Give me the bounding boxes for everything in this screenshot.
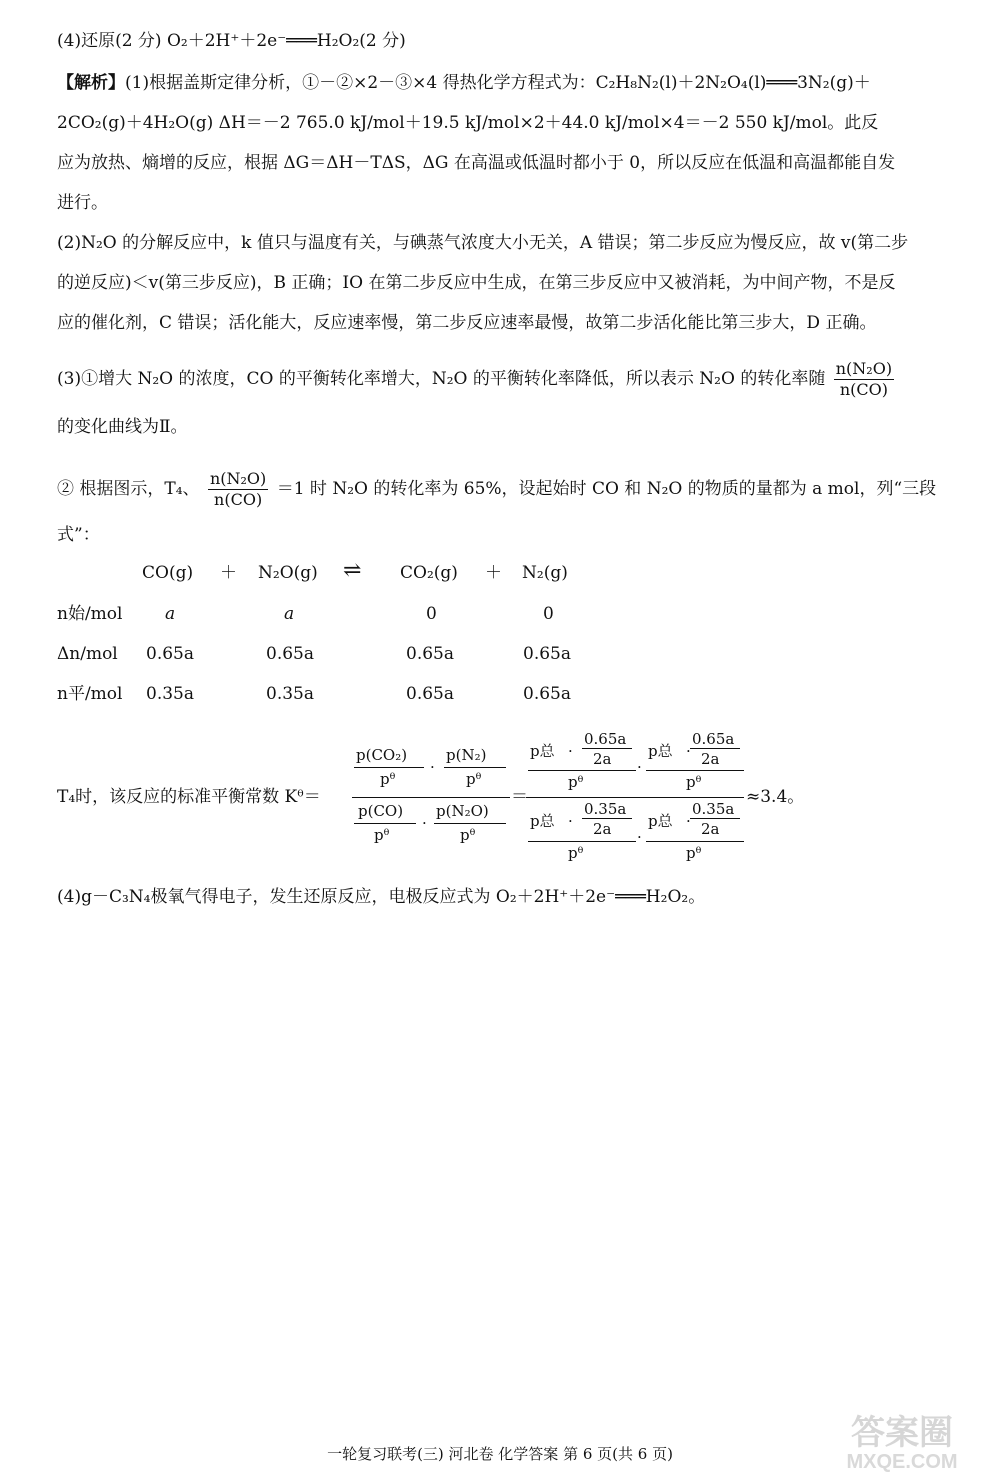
equilibrium-arrow-icon: ⇌ [343, 558, 362, 583]
kc-result: ≈3.4。 [746, 787, 805, 807]
dot-4: · [637, 758, 642, 776]
p-co-label: p(CO) [358, 802, 404, 820]
equals-sign: ＝ [511, 787, 528, 807]
cell-initial-n2o: a [284, 604, 295, 624]
table-header-plus-2: ＋ [485, 563, 502, 583]
kc-right-fraction-bar [526, 797, 744, 798]
inner-bar-4 [690, 818, 740, 819]
dot-2: · [422, 814, 427, 832]
inner-bar-1 [582, 748, 632, 749]
part3-line-4: 式”： [57, 525, 100, 545]
analysis-line-4: 进行。 [57, 193, 108, 213]
cell-change-co2: 0.65a [406, 644, 454, 664]
p-total-2: p总 [648, 742, 673, 760]
dot-1: · [430, 758, 435, 776]
analysis-line-2: 2CO₂(g)＋4H₂O(g) ΔH＝－2 765.0 kJ/mol＋19.5 kJ/mol×2＋44.0 kJ/mol×4＝－2 550 kJ/mol。此反 [57, 113, 879, 133]
p-theta-3: pᶿ [374, 826, 390, 844]
watermark-bottom-text: MXQE.COM [846, 1451, 958, 1472]
p-theta-5: pᶿ [568, 773, 584, 791]
cell-change-n2o: 0.65a [266, 644, 314, 664]
page-footer: 一轮复习联考(三) 河北卷 化学答案 第 6 页(共 6 页) [327, 1445, 673, 1463]
part3-text: (3)①增大 N₂O 的浓度，CO 的平衡转化率增大，N₂O 的平衡转化率降低，所以表示 N₂O 的转化率随 [57, 369, 826, 389]
p-theta-6: pᶿ [686, 773, 702, 791]
part3-text-a: ② 根据图示，T₄、 [57, 479, 200, 499]
part3-line-3 [57, 470, 936, 509]
watermark-logo [822, 1410, 982, 1472]
part2-line-3: 应的催化剂，C 错误；活化能大，反应速率慢，第二步反应速率最慢，故第二步活化能比第三步大，D 正确。 [57, 313, 877, 333]
p-total-1: p总 [530, 742, 555, 760]
two-a-2: 2a [701, 750, 720, 768]
cell-initial-co: a [165, 604, 176, 624]
ratio-denominator-2: n(CO) [214, 490, 263, 509]
p-co2-label: p(CO₂) [356, 746, 408, 764]
cell-change-n2: 0.65a [523, 644, 571, 664]
term-bar-3 [528, 841, 636, 842]
kc-main-fraction-bar [352, 797, 510, 798]
value-035-2: 0.35a [692, 800, 735, 818]
ratio-numerator: n(N₂O) [835, 359, 893, 378]
analysis-line-3: 应为放热、熵增的反应，根据 ΔG＝ΔH－TΔS，ΔG 在高温或低温时都小于 0，所以反应在低温和高温都能自发 [57, 153, 896, 173]
p-n2o-label: p(N₂O) [436, 802, 489, 820]
table-header-co: CO(g) [142, 563, 194, 583]
cell-change-co: 0.65a [146, 644, 194, 664]
row-label-change: Δn/mol [57, 644, 118, 664]
p-co-bar [354, 823, 416, 824]
dot-6: · [568, 812, 573, 830]
p-co2-bar [354, 767, 424, 768]
part3-line-2: 的变化曲线为Ⅱ。 [57, 417, 188, 437]
table-header-n2: N₂(g) [522, 563, 568, 583]
p-theta-7: pᶿ [568, 844, 584, 862]
p-theta-2: pᶿ [466, 770, 482, 788]
p-n2-label: p(N₂) [446, 746, 487, 764]
table-header-plus-1: ＋ [220, 563, 237, 583]
part4-line: (4)g－C₃N₄极氧气得电子，发生还原反应，电极反应式为 O₂＋2H⁺＋2e⁻═══H₂O₂。 [57, 887, 706, 907]
value-065-1: 0.65a [584, 730, 627, 748]
cell-initial-n2: 0 [543, 604, 554, 624]
ratio-fraction [834, 360, 894, 399]
p-theta-8: pᶿ [686, 844, 702, 862]
ratio-fraction-2 [208, 470, 268, 509]
p-theta-1: pᶿ [380, 770, 396, 788]
two-a-4: 2a [701, 820, 720, 838]
part2-line-1: (2)N₂O 的分解反应中，k 值只与温度有关，与碘蒸气浓度大小无关，A 错误；第二步反应为慢反应，故 v(第二步 [57, 233, 909, 253]
dot-5: · [686, 742, 691, 760]
part3-line-1 [57, 360, 897, 399]
answer-line-4: (4)还原(2 分) O₂＋2H⁺＋2e⁻═══H₂O₂(2 分) [57, 31, 406, 51]
row-label-initial: n始/mol [57, 604, 123, 624]
table-header-co2: CO₂(g) [400, 563, 458, 583]
inner-bar-2 [690, 748, 740, 749]
cell-eq-n2: 0.65a [523, 684, 571, 704]
cell-initial-co2: 0 [426, 604, 437, 624]
two-a-1: 2a [593, 750, 612, 768]
part2-line-2: 的逆反应)＜v(第三步反应)，B 正确；IO 在第二步反应中生成，在第三步反应中又被消耗，为中间产物，不是反 [57, 273, 896, 293]
p-theta-4: pᶿ [460, 826, 476, 844]
ratio-denominator: n(CO) [839, 380, 888, 399]
p-total-4: p总 [648, 812, 673, 830]
analysis-line-1 [57, 72, 871, 94]
cell-eq-n2o: 0.35a [266, 684, 314, 704]
ratio-numerator-2: n(N₂O) [209, 469, 267, 488]
dot-3: · [568, 742, 573, 760]
p-n2o-bar [434, 823, 506, 824]
row-label-equilibrium: n平/mol [57, 684, 123, 704]
table-header-n2o: N₂O(g) [258, 563, 318, 583]
p-total-3: p总 [530, 812, 555, 830]
analysis-text-1: (1)根据盖斯定律分析，①－②×2－③×4 得热化学方程式为：C₂H₈N₂(l)＋2N₂O₄(l)═══3N₂(g)＋ [125, 73, 871, 93]
term-bar-4 [646, 841, 744, 842]
term-bar-1 [528, 770, 636, 771]
value-035-1: 0.35a [584, 800, 627, 818]
part3-text-b: ＝1 时 N₂O 的转化率为 65%，设起始时 CO 和 N₂O 的物质的量都为 a mol，列“三段 [276, 479, 937, 499]
term-bar-2 [646, 770, 744, 771]
kc-lead-text: T₄时，该反应的标准平衡常数 Kᶿ＝ [57, 787, 321, 807]
dot-8: · [686, 812, 691, 830]
cell-eq-co2: 0.65a [406, 684, 454, 704]
dot-7: · [637, 828, 642, 846]
two-a-3: 2a [593, 820, 612, 838]
value-065-2: 0.65a [692, 730, 735, 748]
inner-bar-3 [582, 818, 632, 819]
cell-eq-co: 0.35a [146, 684, 194, 704]
analysis-tag: 【解析】 [57, 73, 125, 93]
watermark-top-text: 答案圈 [851, 1414, 953, 1452]
p-n2-bar [444, 767, 506, 768]
